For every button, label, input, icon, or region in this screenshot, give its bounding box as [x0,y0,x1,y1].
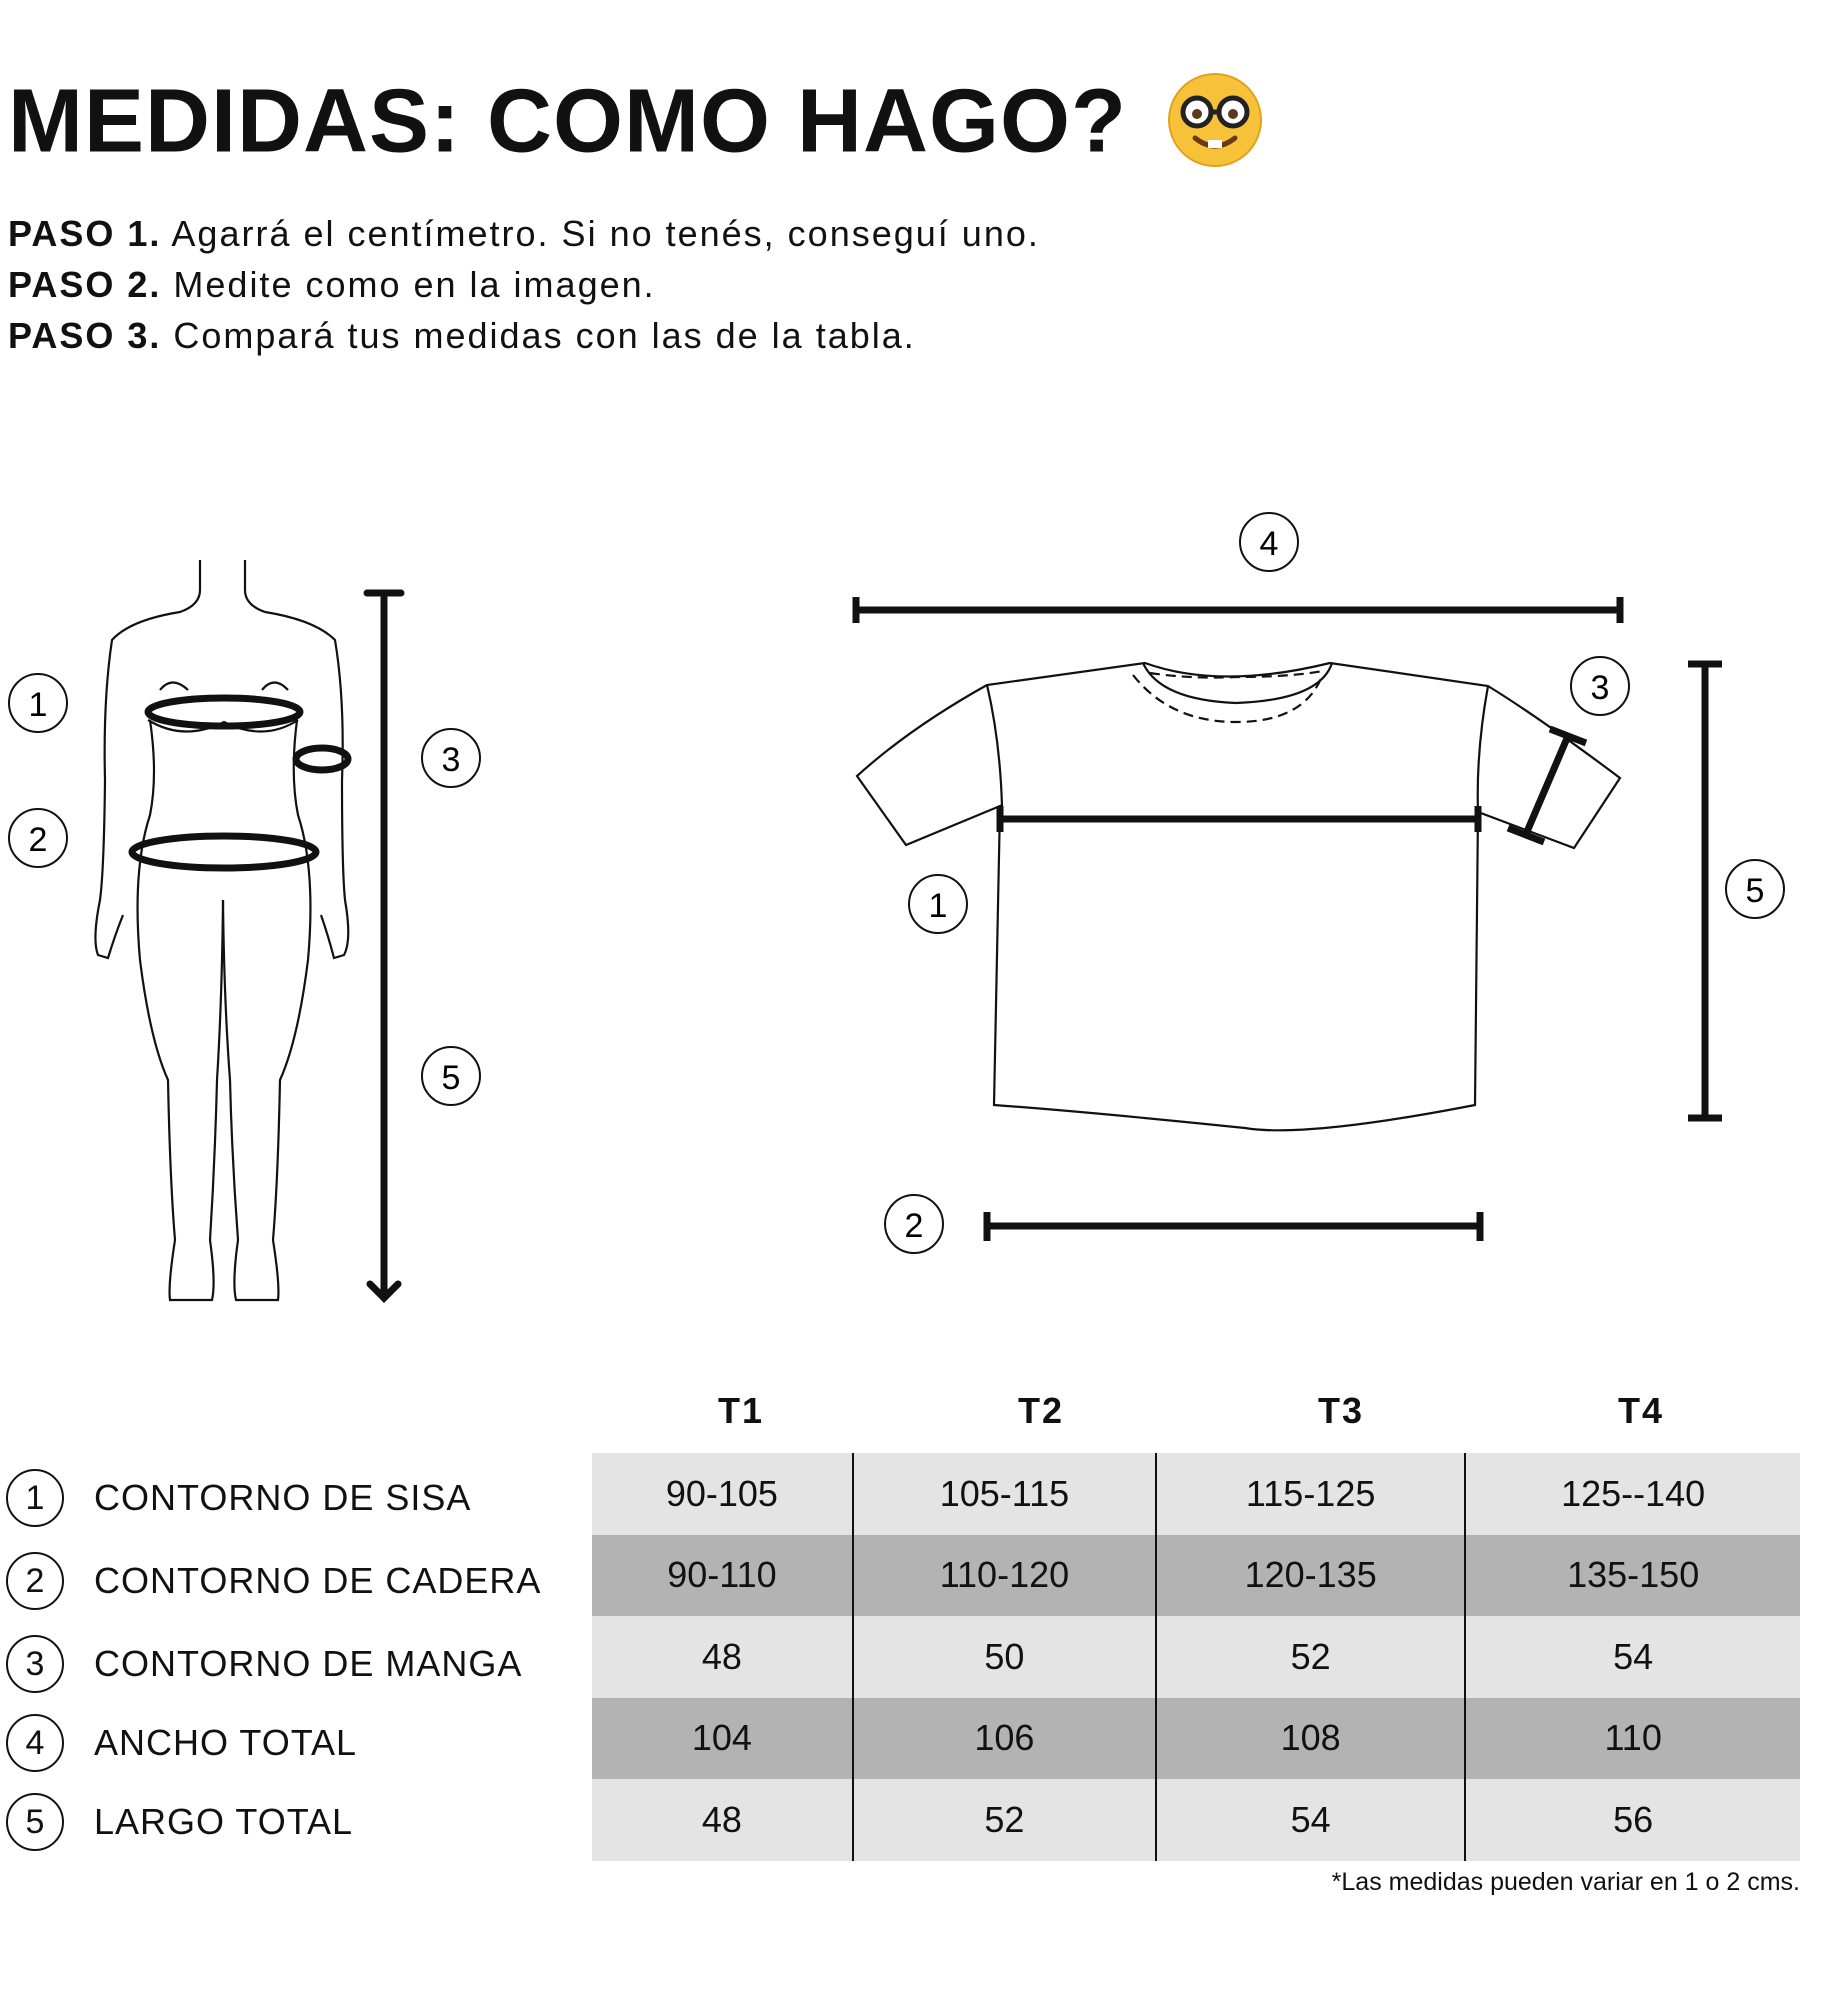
body-marker-2 [9,809,67,867]
legend-number: 2 [6,1552,64,1610]
table-cell: 56 [1465,1779,1800,1861]
legend-row [6,1782,353,1862]
table-cell: 120-135 [1156,1535,1465,1617]
legend-label: CONTORNO DE SISA [94,1477,472,1518]
legend-label: LARGO TOTAL [94,1801,354,1842]
table-cell: 125--140 [1465,1453,1800,1535]
measurement-note: *Las medidas pueden variar en 1 o 2 cms. [1331,1868,1800,1896]
body-figure [95,560,348,1300]
table-row [592,1453,1800,1535]
body-marker-1 [9,674,67,732]
legend-number: 4 [6,1714,64,1772]
shirt-marker-4 [1240,513,1298,571]
table-cell: 105-115 [853,1453,1156,1535]
step-1-label: PASO 1. [8,213,162,254]
table-row [592,1698,1800,1780]
table-cell: 52 [1156,1616,1465,1698]
legend-label: CONTORNO DE MANGA [94,1643,523,1684]
table-cell: 48 [592,1616,853,1698]
table-row [592,1779,1800,1861]
step-3-text: Compará tus medidas con las de la tabla. [173,315,916,356]
size-header-t4: T4 [1617,1390,1664,1431]
legend-label: ANCHO TOTAL [94,1722,358,1763]
shirt-marker-2 [885,1195,943,1253]
table-cell: 135-150 [1465,1535,1800,1617]
body-measure-bands [132,698,348,868]
table-cell: 108 [1156,1698,1465,1780]
table-row [592,1535,1800,1617]
step-2-text: Medite como en la imagen. [173,264,656,305]
table-cell: 115-125 [1156,1453,1465,1535]
body-marker-3-text: 3 [441,741,461,779]
shirt-marker-1 [909,875,967,933]
legend-number: 5 [6,1793,64,1851]
legend-row [6,1703,357,1783]
legend-number: 1 [6,1469,64,1527]
size-table [592,1453,1800,1861]
size-header-t2: T2 [1017,1390,1064,1431]
table-cell: 110 [1465,1698,1800,1780]
body-marker-2-text: 2 [28,821,48,859]
body-marker-5 [422,1047,480,1105]
legend-row [6,1624,522,1704]
table-cell: 106 [853,1698,1156,1780]
legend-number: 3 [6,1635,64,1693]
table-cell: 54 [1465,1616,1800,1698]
table-cell: 90-110 [592,1535,853,1617]
step-3-label: PASO 3. [8,315,162,356]
legend-label: CONTORNO DE CADERA [94,1560,542,1601]
shirt-marker-3-text: 3 [1590,669,1610,707]
body-height-arrow [367,593,401,1298]
step-1-text: Agarrá el centímetro. Si no tenés, conseguí uno. [171,213,1040,254]
legend-row [6,1458,471,1538]
page-title-text: MEDIDAS: COMO HAGO? [8,71,1127,172]
table-cell: 52 [853,1779,1156,1861]
tshirt-figure [857,663,1620,1130]
table-cell: 104 [592,1698,853,1780]
size-header-t3: T3 [1317,1390,1364,1431]
table-cell: 54 [1156,1779,1465,1861]
shirt-marker-5 [1726,860,1784,918]
shirt-marker-2-text: 2 [904,1207,924,1245]
table-cell: 50 [853,1616,1156,1698]
body-marker-1-text: 1 [28,686,48,724]
body-marker-3 [422,729,480,787]
shirt-marker-5-text: 5 [1745,872,1765,910]
shirt-marker-3 [1571,657,1629,715]
legend-row [6,1541,541,1621]
table-cell: 48 [592,1779,853,1861]
table-row [592,1616,1800,1698]
size-header-t1: T1 [717,1390,764,1431]
step-2-label: PASO 2. [8,264,162,305]
table-cell: 90-105 [592,1453,853,1535]
body-marker-5-text: 5 [441,1059,461,1097]
table-cell: 110-120 [853,1535,1156,1617]
shirt-marker-4-text: 4 [1259,525,1279,563]
shirt-marker-1-text: 1 [928,887,948,925]
